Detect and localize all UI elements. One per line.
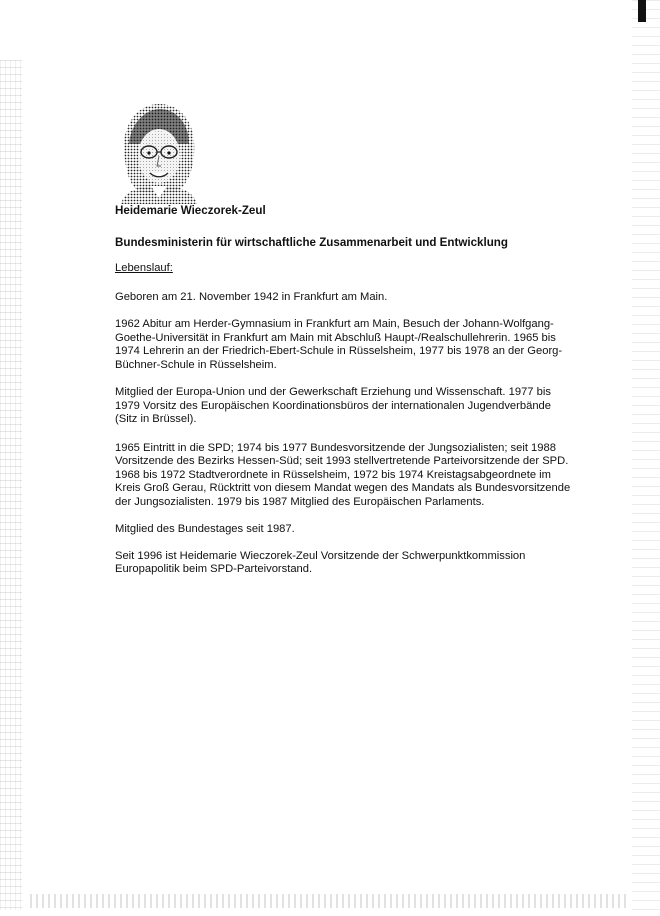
text-line: 1979 Vorsitz des Europäischen Koordinationsbüros der internationalen Jugendverbände — [115, 399, 551, 412]
scan-edge-left — [0, 60, 22, 910]
person-name: Heidemarie Wieczorek-Zeul — [115, 204, 266, 217]
paragraph-memberships — [115, 386, 575, 427]
text-line: 1962 Abitur am Herder-Gymnasium in Frankfurt am Main, Besuch der Johann-Wolfgang- — [115, 318, 554, 330]
scan-edge-bottom — [30, 894, 630, 908]
text-line: Mitglied des Bundestages seit 1987. — [115, 523, 295, 535]
document-body — [115, 204, 575, 577]
portrait-photo — [115, 100, 201, 204]
portrait-image — [115, 100, 201, 204]
text-line: Kreis Groß Gerau, Rücktritt von diesem Mandat wegen des Mandats als Bundesvorsitzende — [115, 482, 571, 494]
scan-corner-mark — [638, 0, 646, 22]
text-line: 1968 bis 1972 Stadtverordnete in Rüsselsheim, 1972 bis 1974 Kreistagsabgeordnete im — [115, 468, 551, 481]
text-line: 1974 Lehrerin an der Friedrich-Ebert-Schule in Rüsselsheim, 1977 bis 1978 an der Georg- — [115, 345, 563, 357]
text-line: Goethe-Universität in Frankfurt am Main mit Abschluß Haupt-/Realschullehrerin. 1965 bis — [115, 331, 556, 344]
text-line: Seit 1996 ist Heidemarie Wieczorek-Zeul Vorsitzende der Schwerpunktkommission — [115, 549, 526, 562]
paragraph-party-career — [115, 442, 575, 510]
text-line: Mitglied der Europa-Union und der Gewerkschaft Erziehung und Wissenschaft. 1977 bis — [115, 386, 551, 398]
text-line: (Sitz in Brüssel). — [115, 413, 197, 425]
text-line: Büchner-Schule in Rüsselsheim. — [115, 358, 277, 371]
position-title: Bundesministerin für wirtschaftliche Zusammenarbeit und Entwicklung — [115, 235, 508, 249]
paragraph-education — [115, 318, 575, 372]
paragraph-bundestag — [115, 523, 575, 537]
text-line: 1965 Eintritt in die SPD; 1974 bis 1977 Bundesvorsitzende der Jungsozialisten; seit 1988 — [115, 441, 556, 454]
scan-edge-right — [632, 0, 660, 916]
text-line: Europapolitik beim SPD-Parteivorstand. — [115, 563, 313, 575]
text-line: Geboren am 21. November 1942 in Frankfurt am Main. — [115, 290, 388, 303]
text-line: der Jungsozialisten. 1979 bis 1987 Mitglied des Europäischen Parlaments. — [115, 495, 485, 508]
text-line: Vorsitzende des Bezirks Hessen-Süd; seit 1993 stellvertretende Parteivorsitzende der SPD. — [115, 455, 569, 467]
paragraph-commission — [115, 550, 575, 577]
paragraph-birth — [115, 291, 575, 305]
section-heading: Lebenslauf: — [115, 262, 173, 274]
